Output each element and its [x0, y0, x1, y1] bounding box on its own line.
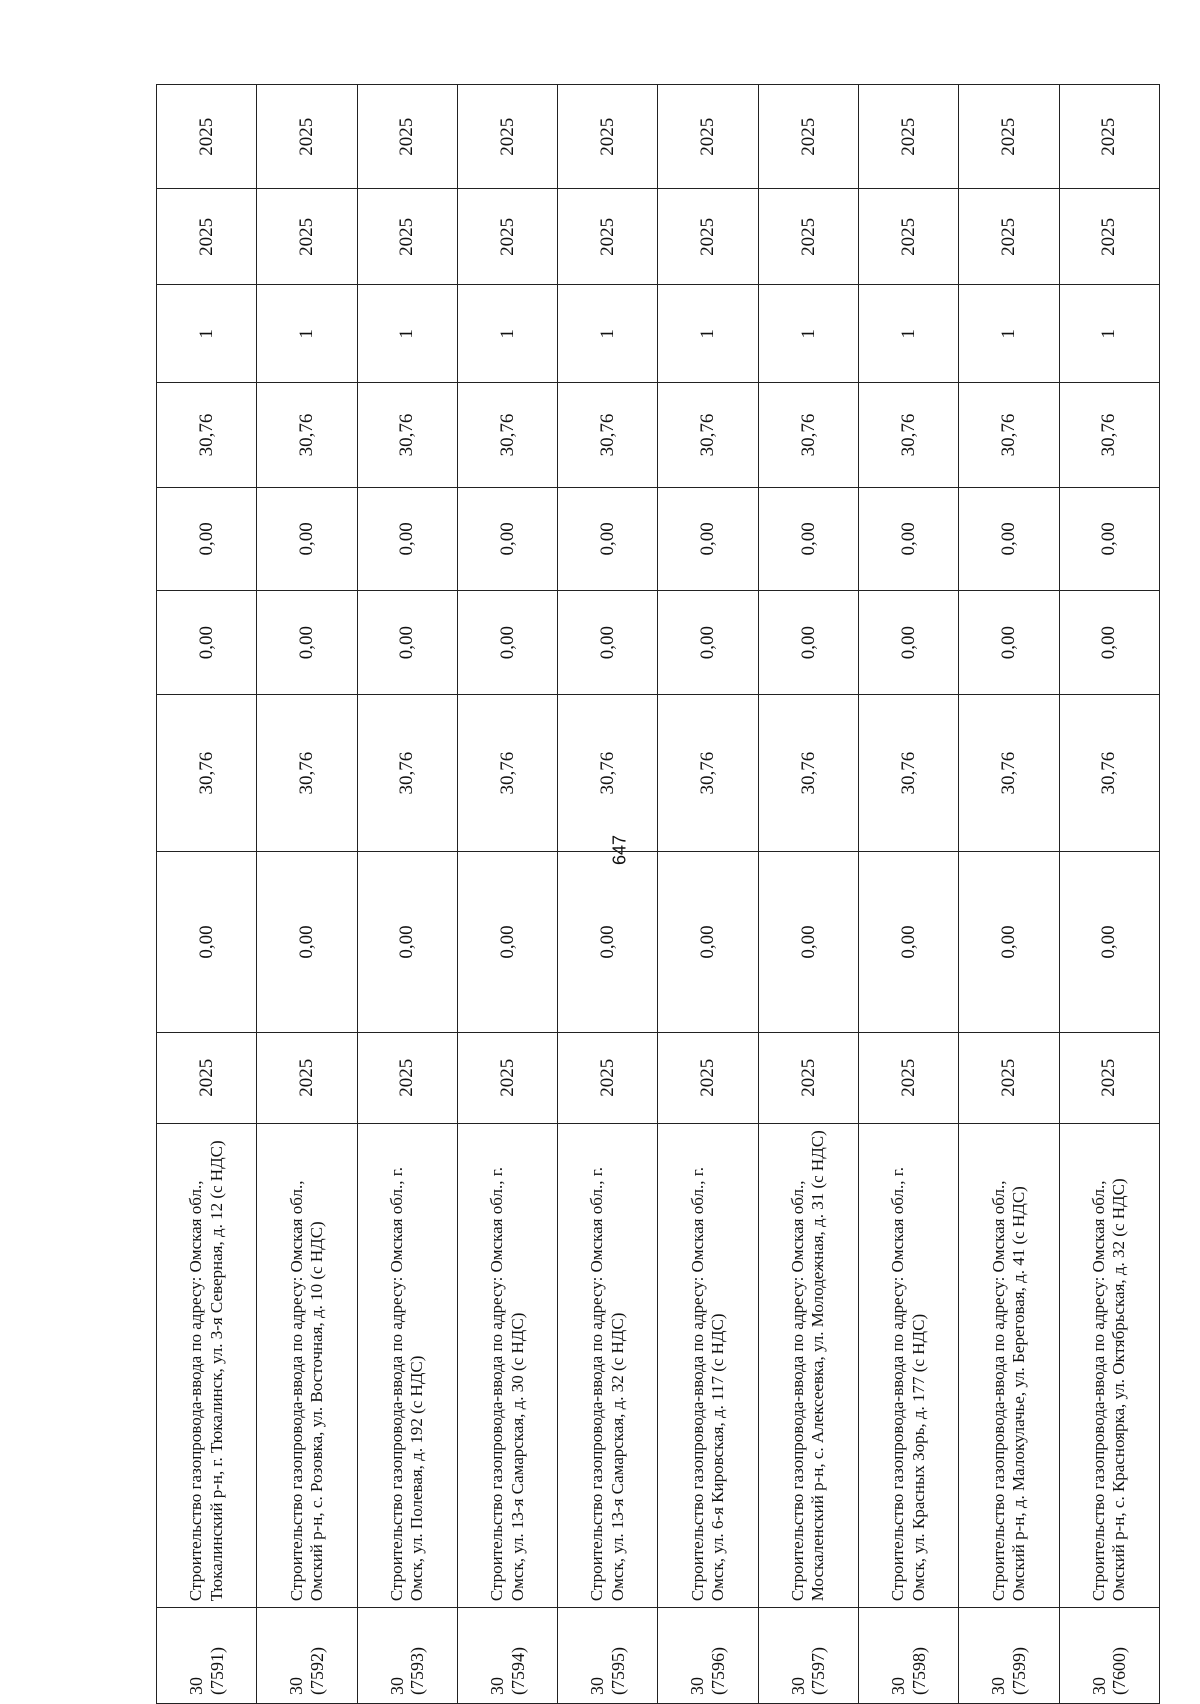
value-d-cell: 0,00	[859, 487, 959, 590]
year-b-cell: 2025	[257, 189, 357, 285]
project-id-number: 30	[787, 1677, 808, 1695]
year-c-cell: 2025	[658, 85, 758, 189]
value-c-cell: 0,00	[357, 590, 457, 694]
table-row	[959, 85, 1059, 1704]
year-a-cell: 2025	[257, 1032, 357, 1123]
project-id-code: (7594)	[507, 1647, 528, 1695]
table-row	[558, 85, 658, 1704]
project-name-cell: Строительство газопровода-ввода по адресу: Омская обл., Тюкалинский р-н, г. Тюкалинск, ул. 3-я Северная, д. 12 (с НДС)	[157, 1123, 257, 1608]
value-b-cell: 30,76	[357, 695, 457, 852]
project-id-code: (7600)	[1109, 1647, 1130, 1695]
value-c-cell: 0,00	[157, 590, 257, 694]
project-id-cell	[758, 1608, 858, 1704]
year-c-cell: 2025	[859, 85, 959, 189]
value-e-cell: 30,76	[859, 383, 959, 487]
table-row	[758, 85, 858, 1704]
value-a-cell: 0,00	[758, 851, 858, 1032]
year-c-cell: 2025	[758, 85, 858, 189]
quantity-cell: 1	[558, 285, 658, 383]
value-a-cell: 0,00	[257, 851, 357, 1032]
project-id-code: (7591)	[206, 1647, 227, 1695]
year-b-cell: 2025	[357, 189, 457, 285]
project-id-code: (7596)	[708, 1647, 729, 1695]
project-id-code: (7592)	[306, 1647, 327, 1695]
page-number: 647	[609, 834, 630, 866]
quantity-cell: 1	[157, 285, 257, 383]
year-a-cell: 2025	[558, 1032, 658, 1123]
project-name-cell: Строительство газопровода-ввода по адресу: Омская обл., г. Омск, ул. Полевая, д. 192 (с НДС)	[357, 1123, 457, 1608]
project-id-cell	[157, 1608, 257, 1704]
value-d-cell: 0,00	[157, 487, 257, 590]
project-id-cell	[257, 1608, 357, 1704]
year-c-cell: 2025	[257, 85, 357, 189]
year-a-cell: 2025	[959, 1032, 1059, 1123]
project-id-cell	[1059, 1608, 1159, 1704]
project-name-cell: Строительство газопровода-ввода по адресу: Омская обл., г. Омск, ул. Красных Зорь, д. 177 (с НДС)	[859, 1123, 959, 1608]
value-e-cell: 30,76	[157, 383, 257, 487]
value-e-cell: 30,76	[257, 383, 357, 487]
value-c-cell: 0,00	[558, 590, 658, 694]
value-b-cell: 30,76	[758, 695, 858, 852]
year-b-cell: 2025	[457, 189, 557, 285]
value-a-cell: 0,00	[558, 851, 658, 1032]
quantity-cell: 1	[859, 285, 959, 383]
table-body	[157, 85, 1160, 1704]
table-row	[257, 85, 357, 1704]
value-d-cell: 0,00	[758, 487, 858, 590]
year-b-cell: 2025	[658, 189, 758, 285]
table-row	[658, 85, 758, 1704]
value-b-cell: 30,76	[157, 695, 257, 852]
value-c-cell: 0,00	[758, 590, 858, 694]
value-a-cell: 0,00	[859, 851, 959, 1032]
value-e-cell: 30,76	[558, 383, 658, 487]
year-b-cell: 2025	[157, 189, 257, 285]
year-a-cell: 2025	[157, 1032, 257, 1123]
value-c-cell: 0,00	[859, 590, 959, 694]
project-id-number: 30	[888, 1677, 909, 1695]
year-b-cell: 2025	[959, 189, 1059, 285]
quantity-cell: 1	[758, 285, 858, 383]
project-name-cell: Строительство газопровода-ввода по адресу: Омская обл., г. Омск, ул. 13-я Самарская, д. 30 (с НДС)	[457, 1123, 557, 1608]
project-id-cell	[859, 1608, 959, 1704]
value-b-cell: 30,76	[859, 695, 959, 852]
value-a-cell: 0,00	[658, 851, 758, 1032]
year-b-cell: 2025	[1059, 189, 1159, 285]
project-id-number: 30	[286, 1677, 307, 1695]
project-id-number: 30	[988, 1677, 1009, 1695]
quantity-cell: 1	[658, 285, 758, 383]
quantity-cell: 1	[457, 285, 557, 383]
value-d-cell: 0,00	[457, 487, 557, 590]
value-c-cell: 0,00	[1059, 590, 1159, 694]
value-b-cell: 30,76	[457, 695, 557, 852]
value-e-cell: 30,76	[959, 383, 1059, 487]
year-c-cell: 2025	[1059, 85, 1159, 189]
rotated-table-wrapper	[156, 84, 1160, 1704]
project-id-number: 30	[185, 1677, 206, 1695]
quantity-cell: 1	[257, 285, 357, 383]
value-d-cell: 0,00	[357, 487, 457, 590]
year-a-cell: 2025	[859, 1032, 959, 1123]
project-id-code: (7593)	[407, 1647, 428, 1695]
year-a-cell: 2025	[357, 1032, 457, 1123]
project-id-number: 30	[687, 1677, 708, 1695]
year-b-cell: 2025	[558, 189, 658, 285]
project-id-cell	[457, 1608, 557, 1704]
value-a-cell: 0,00	[457, 851, 557, 1032]
table-row	[859, 85, 959, 1704]
project-id-code: (7598)	[908, 1647, 929, 1695]
value-d-cell: 0,00	[959, 487, 1059, 590]
value-d-cell: 0,00	[558, 487, 658, 590]
project-id-number: 30	[486, 1677, 507, 1695]
project-id-cell	[357, 1608, 457, 1704]
value-c-cell: 0,00	[658, 590, 758, 694]
value-b-cell: 30,76	[658, 695, 758, 852]
project-id-code: (7597)	[808, 1647, 829, 1695]
project-id-code: (7595)	[607, 1647, 628, 1695]
year-a-cell: 2025	[758, 1032, 858, 1123]
year-c-cell: 2025	[959, 85, 1059, 189]
project-name-cell: Строительство газопровода-ввода по адресу: Омская обл., Омский р-н, д. Малокулачье, ул. Береговая, д. 41 (с НДС)	[959, 1123, 1059, 1608]
value-b-cell: 30,76	[1059, 695, 1159, 852]
value-a-cell: 0,00	[357, 851, 457, 1032]
value-a-cell: 0,00	[959, 851, 1059, 1032]
value-d-cell: 0,00	[257, 487, 357, 590]
year-a-cell: 2025	[658, 1032, 758, 1123]
value-b-cell: 30,76	[959, 695, 1059, 852]
value-e-cell: 30,76	[658, 383, 758, 487]
quantity-cell: 1	[959, 285, 1059, 383]
value-e-cell: 30,76	[758, 383, 858, 487]
year-c-cell: 2025	[558, 85, 658, 189]
project-id-cell	[959, 1608, 1059, 1704]
value-e-cell: 30,76	[1059, 383, 1159, 487]
value-d-cell: 0,00	[658, 487, 758, 590]
project-id-number: 30	[1088, 1677, 1109, 1695]
project-name-cell: Строительство газопровода-ввода по адресу: Омская обл., Омский р-н, с. Розовка, ул. Восточная, д. 10 (с НДС)	[257, 1123, 357, 1608]
value-c-cell: 0,00	[457, 590, 557, 694]
table-row	[457, 85, 557, 1704]
value-c-cell: 0,00	[959, 590, 1059, 694]
year-b-cell: 2025	[758, 189, 858, 285]
table-row	[357, 85, 457, 1704]
project-id-number: 30	[587, 1677, 608, 1695]
project-id-code: (7599)	[1009, 1647, 1030, 1695]
year-c-cell: 2025	[157, 85, 257, 189]
value-a-cell: 0,00	[157, 851, 257, 1032]
table-row	[1059, 85, 1159, 1704]
value-b-cell: 30,76	[558, 695, 658, 852]
value-e-cell: 30,76	[457, 383, 557, 487]
project-id-cell	[658, 1608, 758, 1704]
year-a-cell: 2025	[457, 1032, 557, 1123]
value-a-cell: 0,00	[1059, 851, 1159, 1032]
year-a-cell: 2025	[1059, 1032, 1159, 1123]
investment-table	[156, 84, 1160, 1704]
quantity-cell: 1	[357, 285, 457, 383]
project-id-number: 30	[386, 1677, 407, 1695]
year-c-cell: 2025	[457, 85, 557, 189]
value-b-cell: 30,76	[257, 695, 357, 852]
project-name-cell: Строительство газопровода-ввода по адресу: Омская обл., Москаленский р-н, с. Алексеевка, ул. Молодежная, д. 31 (с НДС)	[758, 1123, 858, 1608]
value-c-cell: 0,00	[257, 590, 357, 694]
year-c-cell: 2025	[357, 85, 457, 189]
value-d-cell: 0,00	[1059, 487, 1159, 590]
year-b-cell: 2025	[859, 189, 959, 285]
quantity-cell: 1	[1059, 285, 1159, 383]
project-name-cell: Строительство газопровода-ввода по адресу: Омская обл., Омский р-н, с. Красноярка, ул. Октябрьская, д. 32 (с НДС)	[1059, 1123, 1159, 1608]
project-name-cell: Строительство газопровода-ввода по адресу: Омская обл., г. Омск, ул. 13-я Самарская, д. 32 (с НДС)	[558, 1123, 658, 1608]
value-e-cell: 30,76	[357, 383, 457, 487]
project-name-cell: Строительство газопровода-ввода по адресу: Омская обл., г. Омск, ул. 6-я Кировская, д. 117 (с НДС)	[658, 1123, 758, 1608]
project-id-cell	[558, 1608, 658, 1704]
table-row	[157, 85, 257, 1704]
